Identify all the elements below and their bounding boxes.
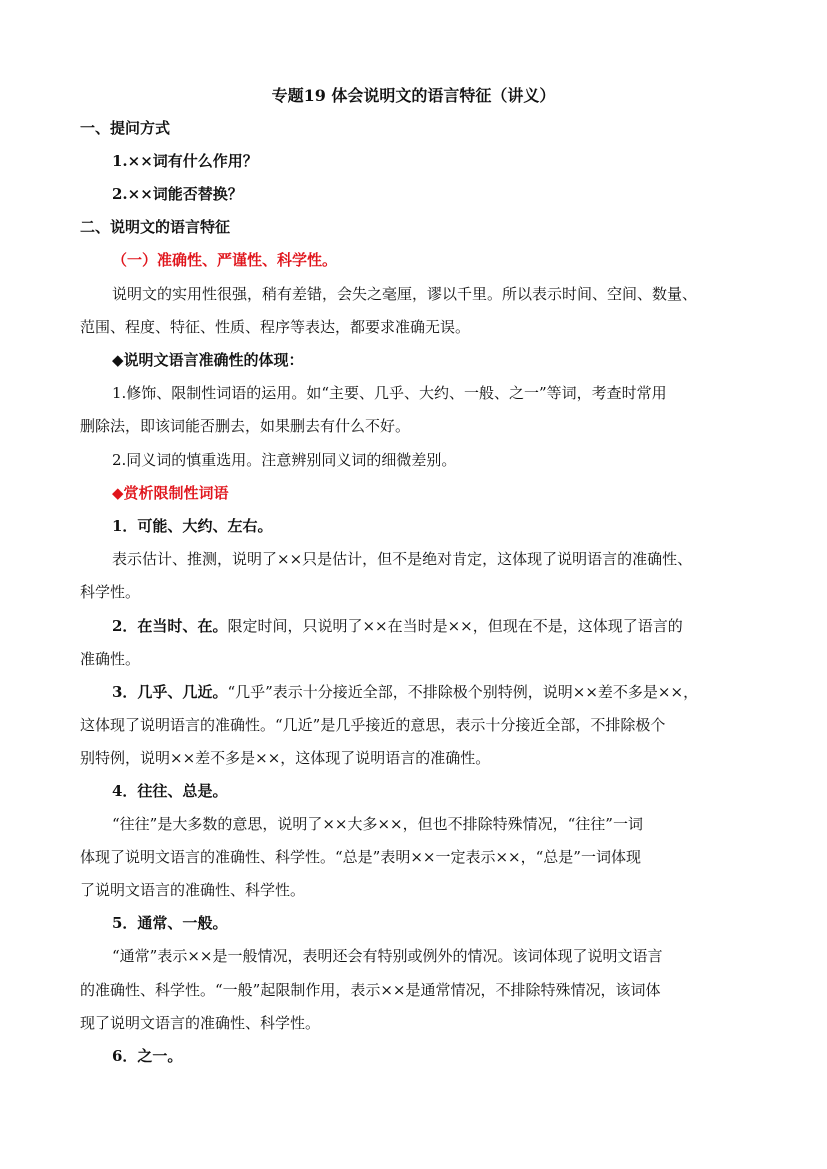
section-heading-question-types: 一、提问方式 [80,119,171,137]
item-4-line-2: 体现了说明文语言的准确性、科学性。“总是”表明××一定表示××，“总是”一词体现 [80,848,641,866]
item-2-line-1 [112,616,683,636]
item-3-text: “几乎”表示十分接近全部，不排除极个别特例，说明××差不多是××， [227,683,699,701]
point-1-line-2: 删除法，即该词能否删去，如果删去有什么不好。 [80,417,411,435]
item-4-heading: 4．往往、总是。 [112,782,228,800]
item-4-line-3: 了说明文语言的准确性、科学性。 [80,881,306,899]
item-5-line-3: 现了说明文语言的准确性、科学性。 [80,1014,321,1032]
question-item-2: 2.××词能否替换？ [112,185,243,203]
intro-paragraph-line-2: 范围、程度、特征、性质、程序等表达，都要求准确无误。 [80,318,471,336]
item-2-heading: 2．在当时、在。 [112,617,228,635]
embody-heading: ◆说明文语言准确性的体现： [112,351,304,369]
point-1-line-1: 1.修饰、限制性词语的运用。如“主要、几乎、大约、一般、之一”等词，考查时常用 [112,384,667,402]
appreciate-heading: ◆赏析限制性词语 [112,484,229,502]
item-1-line-2: 科学性。 [80,583,141,601]
item-4-line-1: “往往”是大多数的意思，说明了××大多××，但也不排除特殊情况，“往往”一词 [112,815,643,833]
document-title: 专题19 体会说明文的语言特征（讲义） [271,86,556,105]
item-5-line-1: “通常”表示××是一般情况，表明还会有特别或例外的情况。该词体现了说明文语言 [112,947,663,965]
item-5-line-2: 的准确性、科学性。“一般”起限制作用，表示××是通常情况，不排除特殊情况，该词体 [80,981,661,999]
item-1-heading: 1．可能、大约、左右。 [112,517,273,535]
question-item-1: 1.××词有什么作用？ [112,152,258,170]
item-3-heading: 3．几乎、几近。 [112,683,228,701]
item-5-heading: 5．通常、一般。 [112,914,228,932]
subsection-heading-accuracy: （一）准确性、严谨性、科学性。 [112,251,338,269]
item-3-line-3: 别特例，说明××差不多是××，这体现了说明语言的准确性。 [80,749,491,767]
item-2-text: 限定时间，只说明了××在当时是××，但现在不是，这体现了语言的 [227,617,683,635]
item-3-line-2: 这体现了说明语言的准确性。“几近”是几乎接近的意思，表示十分接近全部，不排除极个 [80,716,666,734]
item-2-line-2: 准确性。 [80,650,141,668]
item-3-line-1 [112,682,698,702]
item-1-line-1: 表示估计、推测，说明了××只是估计，但不是绝对肯定，这体现了说明语言的准确性、 [112,550,693,568]
item-6-heading: 6．之一。 [112,1047,183,1065]
point-2: 2.同义词的慎重选用。注意辨别同义词的细微差别。 [112,451,457,469]
section-heading-language-features: 二、说明文的语言特征 [80,218,231,236]
intro-paragraph-line-1: 说明文的实用性很强，稍有差错，会失之毫厘，谬以千里。所以表示时间、空间、数量、 [112,285,698,303]
